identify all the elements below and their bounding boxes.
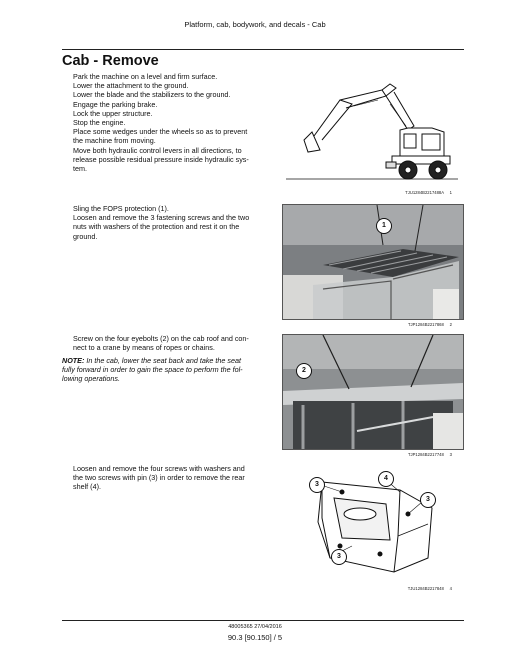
step-1-line: the machine from moving. — [73, 136, 156, 146]
step-1-line: Stop the engine. — [73, 118, 126, 128]
step-1-line: Engage the parking brake. — [73, 99, 158, 109]
note-label: NOTE: — [62, 356, 85, 365]
header-rule — [62, 49, 464, 50]
figure-2-photo — [282, 204, 464, 320]
figure-4-callout: 3 — [309, 477, 325, 493]
figure-2-caption — [252, 322, 452, 327]
step-3-line: nect to a crane by means of ropes or chains. — [73, 343, 215, 353]
step-4-line: Loosen and remove the four screws with washers and — [73, 464, 245, 473]
step-1-text — [73, 72, 269, 173]
step-4-line: the two screws with pin (3) in order to remove the rear — [73, 473, 245, 483]
footer-doc-ref: 48005365 27/04/2016 — [228, 624, 282, 630]
note-line: In the cab, lower the seat back and take the seat — [86, 356, 241, 365]
step-1-line: Place some wedges under the wheels so as to prevent — [73, 127, 248, 137]
step-1-line: release possible residual pressure inside hydraulic sys- — [73, 154, 249, 164]
step-2-line: nuts with washers of the protection and rest it on the — [73, 222, 240, 232]
fops-photo — [283, 205, 463, 319]
figure-4-callout: 4 — [378, 471, 394, 487]
step-2-line: Sling the FOPS protection (1). — [73, 204, 169, 213]
figure-1-caption — [252, 190, 452, 195]
step-2-text — [73, 204, 269, 241]
figure-3-number: 3 — [449, 452, 452, 457]
figure-3-callout: 2 — [296, 363, 312, 379]
step-3-line: Screw on the four eyebolts (2) on the cab roof and con- — [73, 334, 249, 343]
figure-3-caption — [252, 452, 452, 457]
figure-1-excavator — [282, 70, 462, 182]
figure-4-number: 4 — [449, 586, 452, 591]
figure-2-number: 2 — [449, 322, 452, 327]
step-1-line: Park the machine on a level and firm surface. — [73, 72, 218, 81]
excavator-drawing — [282, 70, 462, 182]
rear-shelf-drawing — [282, 462, 462, 580]
step-1-line: Lower the blade and the stabilizers to the ground. — [73, 90, 231, 100]
figure-3-photo — [282, 334, 464, 450]
figure-4-callout: 3 — [420, 492, 436, 508]
section-title: Cab - Remove — [62, 53, 159, 69]
figure-1-number: 1 — [449, 190, 452, 195]
running-header: Platform, cab, bodywork, and decals - Cab — [184, 20, 326, 29]
note-line: fully forward in order to gain the space to perform the fol- — [62, 365, 243, 375]
figure-2-code: TJP1284B2217868 — [407, 322, 444, 327]
figure-4-shelf — [282, 462, 462, 580]
figure-1-code: TJU1284B2217488A — [405, 190, 444, 195]
step-1-line: tem. — [73, 164, 87, 174]
figure-4-callout: 3 — [331, 549, 347, 565]
step-4-text — [73, 464, 269, 492]
figure-4-caption — [252, 586, 452, 591]
figure-4-code: TJU1284B2217848 — [407, 586, 444, 591]
step-2-line: ground. — [73, 231, 98, 241]
step-1-line: Lower the attachment to the ground. — [73, 81, 189, 91]
note-line: lowing operations. — [62, 374, 120, 384]
cab-eyebolts-photo — [283, 335, 463, 449]
footer-page-ref: 90.3 [90.150] / 5 — [227, 633, 283, 642]
step-2-line: Loosen and remove the 3 fastening screws and the two — [73, 213, 250, 223]
step-3-note — [62, 356, 268, 384]
step-3-text — [73, 334, 269, 352]
figure-2-callout: 1 — [376, 218, 392, 234]
figure-3-code: TJP1284B2217748 — [407, 452, 444, 457]
footer-rule — [62, 620, 464, 621]
step-4-line: shelf (4). — [73, 482, 101, 492]
step-1-line: Move both hydraulic control levers in all directions, to — [73, 145, 242, 155]
step-1-line: Lock the upper structure. — [73, 108, 153, 118]
